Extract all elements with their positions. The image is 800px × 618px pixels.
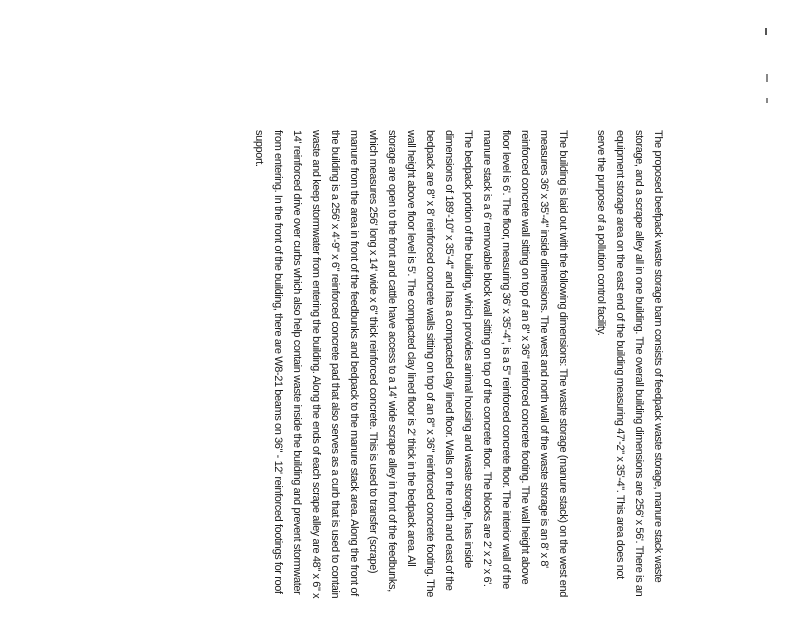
paragraph-building-overview: The proposed beefpack waste storage barn consists of feedpack waste storage, manure stack waste storage, and a scrape alley all in one building. The overall building dimensions are 256' x 56'. There is an equipment storage area on the east end of the building measuring 47'-2" x 35'-4". This area does not serve the purpose of a pollution control facility. [595, 130, 664, 597]
scan-speck [766, 98, 768, 103]
scan-speck [766, 74, 768, 82]
scan-speck [765, 28, 767, 35]
rotated-text-block [249, 130, 667, 600]
paragraph-building-layout: The building is laid out with the following dimensions: The waste storage (manure stack) on the west end measures 36' x 35'-4" inside dimensions. The west and north wall of the waste storage is an 8' x 8' reinforced concrete wall sitting on top of an 8" x 36" reinforced concrete footing. The wall height above floor level is 6'. The floor, measuring 36' x 35'-4", is a 5" reinforced concrete floor. The interior wall of the manure stack is a 6' removable block wall sitting on top of the concrete floor. The blocks are 2' x 2' x 6'. The bedpack portion of the building, which provides animal housing and waste storage, has inside dimensions of 189'-10" x 35'-4" and has a compacted clay lined floor. Walls on the north and east of the bedpack are 8" x 8' reinforced concrete walls sitting on top of an 8" x 36" reinforced concrete footing. The wall height above floor level is 5'. The compacted clay lined floor is 2' thick in the bedpack area. All storage are open to the front and cattle have access to a 14' wide scrape alley in front of the feedbunks, which measures 256' long x 14' wide x 6" thick reinforced concrete. This is used to transfer (scrape) manure from the area in front of the feedbunks and bedpack to the manure stack area. Along the front of the building is a 256' x 4'-9" x 6" reinforced concrete pad that also serves as a curb that is used to contain waste and keep stormwater from entering the building. Along the ends of each scrape alley are 48" x 6" x 14' reinforced drive over curbs which also help contain waste inside the building and prevent stormwater from entering. In the front of the building, there are W8-21 beams on 36" - 12' reinforced footings for roof support. [253, 130, 569, 599]
